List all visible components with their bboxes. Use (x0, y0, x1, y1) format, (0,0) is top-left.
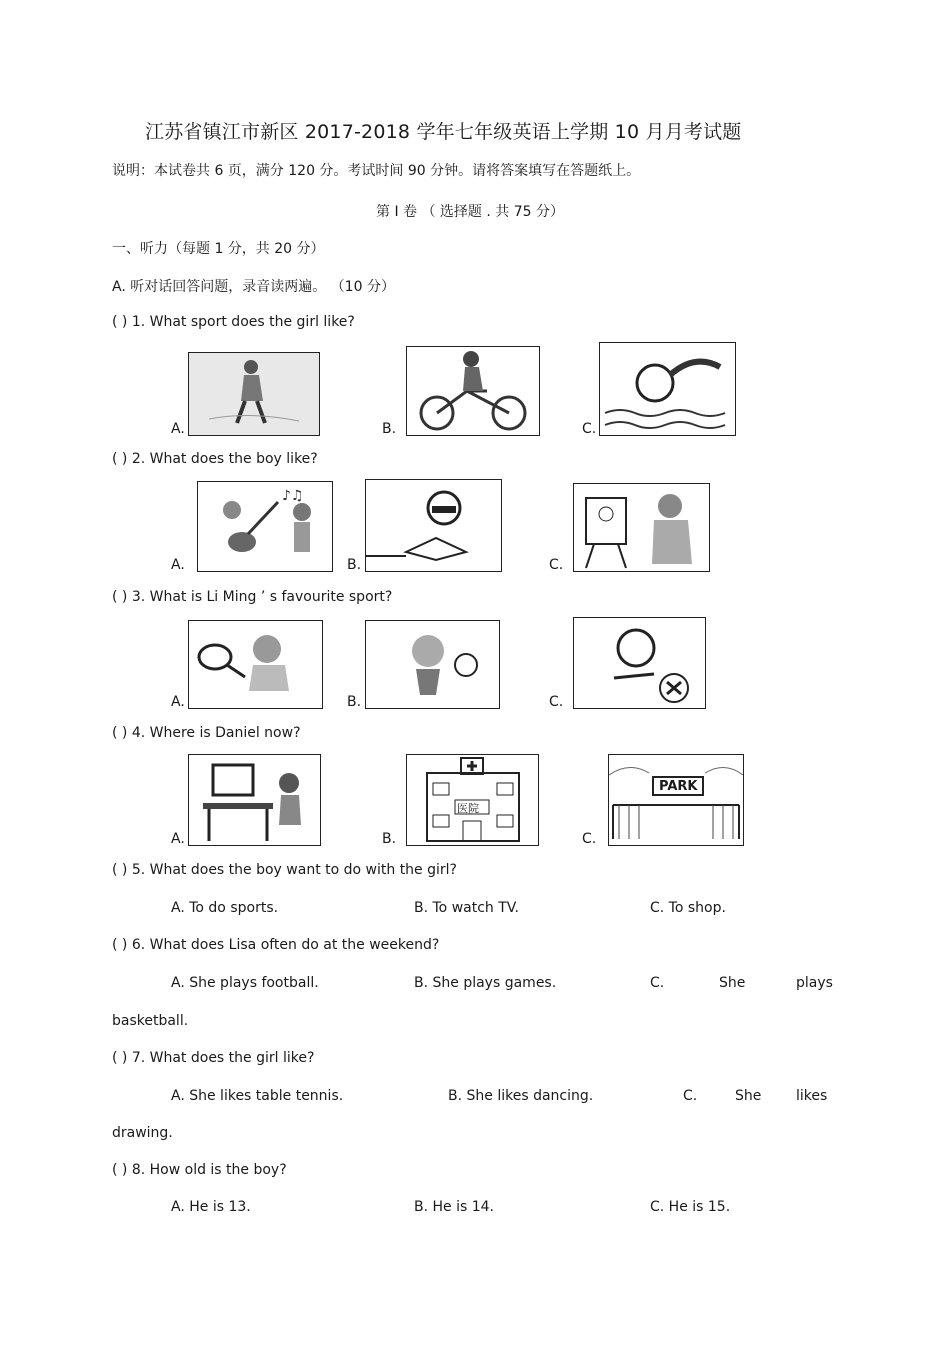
question-2: ( ) 2. What does the boy like? (112, 451, 318, 467)
option-6a: A. She plays football. (171, 975, 319, 991)
option-6c-word2: plays (796, 975, 833, 991)
option-7a: A. She likes table tennis. (171, 1088, 344, 1104)
option-5b: B. To watch TV. (414, 900, 520, 916)
option-8b: B. He is 14. (414, 1199, 494, 1215)
option-7c-word1: She (735, 1088, 762, 1104)
question-3: ( ) 3. What is Li Ming ’ s favourite sport? (112, 589, 393, 605)
option-2b: B. (347, 557, 362, 573)
option-3b: B. (347, 694, 362, 710)
option-6c-label: C. (650, 975, 665, 991)
question-8: ( ) 8. How old is the boy? (112, 1162, 287, 1178)
svg-text:♪♫: ♪♫ (282, 488, 304, 504)
option-4b: B. (382, 831, 397, 847)
question-4: ( ) 4. Where is Daniel now? (112, 725, 301, 741)
option-6b: B. She plays games. (414, 975, 557, 991)
option-1a: A. (171, 421, 185, 437)
document-title: 江苏省镇江市新区 2017-2018 学年七年级英语上学期 10 月月考试题 (145, 121, 742, 143)
subsection-heading: A. 听对话回答问题，录音读两遍。 （10 分） (112, 279, 395, 295)
park-sign: PARK (659, 779, 698, 794)
option-3a: A. (171, 694, 185, 710)
volleyball-boy-icon (365, 620, 500, 709)
swimming-girl-icon (599, 342, 736, 436)
option-5c: C. To shop. (650, 900, 726, 916)
football-boy-icon (573, 617, 706, 709)
option-7b: B. She likes dancing. (448, 1088, 594, 1104)
option-5a: A. To do sports. (171, 900, 279, 916)
tennis-boy-icon (188, 620, 323, 709)
computer-room-icon (188, 754, 321, 846)
option-3c: C. (549, 694, 564, 710)
option-2c: C. (549, 557, 564, 573)
option-6c-wrap: basketball. (112, 1013, 189, 1029)
question-5: ( ) 5. What does the boy want to do with the girl? (112, 862, 457, 878)
option-7c-wrap: drawing. (112, 1125, 173, 1141)
reading-boy-icon (365, 479, 502, 572)
exam-instructions: 说明：本试卷共 6 页，满分 120 分。考试时间 90 分钟。请将答案填写在答题纸上。 (112, 163, 641, 179)
question-1: ( ) 1. What sport does the girl like? (112, 314, 355, 330)
music-guitar-icon (197, 481, 333, 572)
option-7c-word2: likes (796, 1088, 828, 1104)
section-heading: 一、听力（每题 1 分，共 20 分） (112, 241, 325, 257)
option-1c: C. (582, 421, 597, 437)
cycling-girl-icon (406, 346, 540, 436)
question-6: ( ) 6. What does Lisa often do at the weekend? (112, 937, 440, 953)
option-7c-label: C. (683, 1088, 698, 1104)
park-icon (608, 754, 744, 846)
painting-man-icon (573, 483, 710, 572)
hospital-icon (406, 754, 539, 846)
option-8a: A. He is 13. (171, 1199, 251, 1215)
question-7: ( ) 7. What does the girl like? (112, 1050, 315, 1066)
option-6c-word1: She (719, 975, 746, 991)
walking-girl-icon (188, 352, 320, 436)
option-8c: C. He is 15. (650, 1199, 731, 1215)
option-4c: C. (582, 831, 597, 847)
part-heading: 第 Ⅰ 卷 （ 选择题 . 共 75 分） (376, 204, 564, 220)
hospital-sign: 医院 (457, 802, 479, 815)
option-2a: A. (171, 557, 185, 573)
option-1b: B. (382, 421, 397, 437)
option-4a: A. (171, 831, 185, 847)
